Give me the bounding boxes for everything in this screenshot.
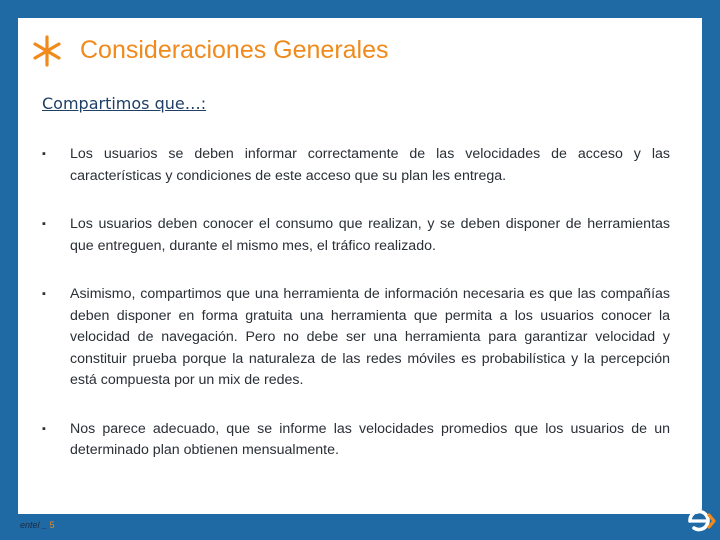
square-bullet-icon: ▪ [42, 422, 46, 435]
bullet-item [42, 144, 670, 187]
asterisk-icon [30, 34, 64, 68]
bullet-text: Los usuarios se deben informar correctamente de las velocidades de acceso y las características y condiciones de este acceso que su plan les entrega. [70, 146, 670, 184]
footer-separator: _ [42, 520, 48, 530]
bullet-text: Nos parece adecuado, que se informe las velocidades promedios que los usuarios de un determinado plan obtienen mensualmente. [70, 420, 670, 458]
bullet-item [42, 419, 670, 462]
bullet-list [42, 144, 670, 462]
slide-title: Consideraciones Generales [80, 36, 389, 64]
square-bullet-icon: ▪ [42, 288, 46, 300]
square-bullet-icon: ▪ [42, 148, 46, 160]
bullet-item [42, 284, 670, 392]
square-bullet-icon: ▪ [42, 218, 46, 230]
bullet-text: Los usuarios deben conocer el consumo que realizan, y se deben disponer de herramientas que entreguen, durante el mismo mes, el tráfico realizado. [70, 216, 670, 254]
footer-brand-name: entel [20, 520, 40, 530]
bullet-text: Asimismo, compartimos que una herramienta de información necesaria es que las compañías deben disponer en forma gratuita una herramienta que permita a los usuarios conocer la velocidad de navegación. Pero no debe ser una herramienta para garantizar velocidad y constituir prueba porque la naturaleza de las redes móviles es probabilística y la percepción está compuesta por un mix de redes. [70, 286, 670, 388]
slide-subtitle: Compartimos que…: [42, 94, 207, 113]
footer-brand [20, 520, 55, 530]
bullet-item [42, 214, 670, 257]
entel-logo-icon [686, 507, 716, 535]
page-number: 5 [49, 520, 55, 530]
